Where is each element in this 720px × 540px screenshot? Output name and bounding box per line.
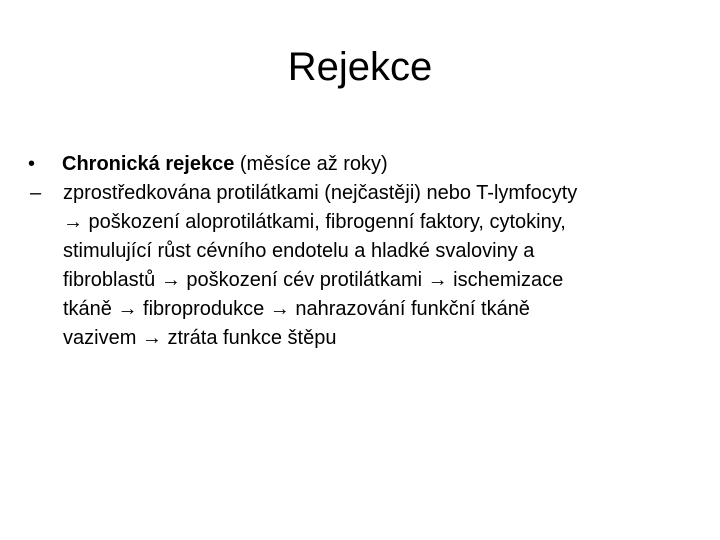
sub-bullet-line: stimulující růst cévního endotelu a hladké svaloviny a <box>63 240 535 262</box>
sub-bullet-line: fibroblastů → poškození cév protilátkami → ischemizace <box>63 269 564 291</box>
sub-bullet-line: tkáně → fibroprodukce → nahrazování funkční tkáně <box>63 298 530 320</box>
sub-bullet-line: → poškození aloprotilátkami, fibrogenní faktory, cytokiny, <box>63 211 566 233</box>
bullet-rest-text: (měsíce až roky) <box>234 153 388 175</box>
bullet-item <box>28 150 698 179</box>
bullet-bold-text: Chronická rejekce <box>62 153 235 175</box>
slide-content <box>28 150 698 353</box>
sub-bullet-item <box>28 179 698 353</box>
sub-bullet-line: vazivem → ztráta funkce štěpu <box>63 327 337 349</box>
slide-title: Rejekce <box>287 45 433 89</box>
bullet-marker: • <box>28 153 36 175</box>
sub-bullet-marker: – <box>30 182 42 204</box>
sub-bullet-line: zprostředkována protilátkami (nejčastěji) nebo T-lymfocyty <box>63 182 578 204</box>
